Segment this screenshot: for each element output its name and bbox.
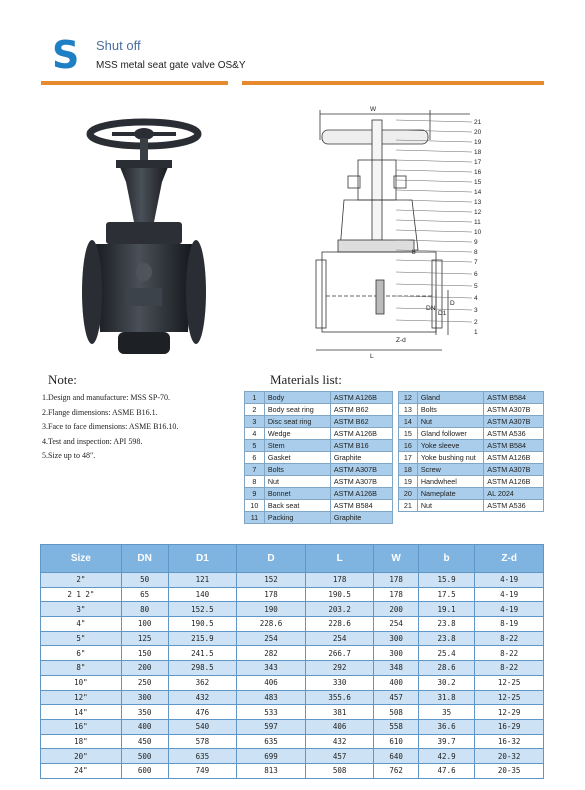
table-cell: 18"	[41, 734, 122, 749]
table-cell: 3"	[41, 602, 122, 617]
table-cell: 203.2	[305, 602, 374, 617]
material-no: 20	[399, 488, 418, 500]
material-part: Back seat	[264, 500, 330, 512]
table-cell: 432	[168, 690, 237, 705]
part-callout: 8	[474, 249, 478, 256]
table-cell: 200	[121, 661, 168, 676]
table-cell: 292	[305, 661, 374, 676]
table-cell: 16-32	[475, 734, 544, 749]
table-cell: 2"	[41, 573, 122, 588]
part-callout: 6	[474, 271, 478, 278]
table-cell: 152	[237, 573, 306, 588]
table-cell: 350	[121, 705, 168, 720]
column-header: b	[418, 545, 475, 573]
part-callout: 7	[474, 259, 478, 266]
material-part: Yoke bushing nut	[417, 452, 483, 464]
dimensions-table-header	[41, 545, 544, 573]
table-cell: 298.5	[168, 661, 237, 676]
table-row	[41, 661, 544, 676]
note-item: 5.Size up to 48".	[42, 451, 96, 461]
material-no: 8	[245, 476, 265, 488]
table-cell: 8-22	[475, 646, 544, 661]
table-cell: 20"	[41, 749, 122, 764]
table-cell: 406	[305, 719, 374, 734]
dim-label-w: W	[370, 106, 377, 113]
table-cell: 30.2	[418, 675, 475, 690]
table-cell: 215.9	[168, 631, 237, 646]
accent-bar-left	[41, 81, 228, 85]
table-cell: 813	[237, 763, 306, 778]
part-callout: 11	[474, 219, 481, 226]
material-row	[245, 476, 393, 488]
material-row	[399, 476, 544, 488]
table-cell: 578	[168, 734, 237, 749]
part-callout: 2	[474, 319, 478, 326]
table-cell: 12"	[41, 690, 122, 705]
table-cell: 362	[168, 675, 237, 690]
table-cell: 15.9	[418, 573, 475, 588]
column-header: Size	[41, 545, 122, 573]
table-cell: 266.7	[305, 646, 374, 661]
part-callout: 4	[474, 295, 478, 302]
table-cell: 476	[168, 705, 237, 720]
table-cell: 228.6	[237, 617, 306, 632]
table-cell: 80	[121, 602, 168, 617]
material-row	[399, 488, 544, 500]
material-spec: ASTM A126B	[330, 428, 392, 440]
material-part: Stem	[264, 440, 330, 452]
material-no: 5	[245, 440, 265, 452]
table-cell: 508	[305, 763, 374, 778]
material-spec: Graphite	[330, 512, 392, 524]
material-spec: ASTM A536	[484, 428, 544, 440]
part-callout: 14	[474, 189, 482, 196]
table-cell: 24"	[41, 763, 122, 778]
valve-drawing	[300, 100, 490, 362]
table-row	[41, 675, 544, 690]
part-callout: 17	[474, 159, 482, 166]
table-cell: 348	[374, 661, 418, 676]
dim-label-zd: Z-d	[396, 337, 406, 344]
dim-label-dn: DN	[426, 305, 436, 312]
table-cell: 500	[121, 749, 168, 764]
table-cell: 406	[237, 675, 306, 690]
table-cell: 508	[374, 705, 418, 720]
table-row	[41, 631, 544, 646]
material-row	[399, 428, 544, 440]
part-callout: 3	[474, 307, 478, 314]
column-header: D	[237, 545, 306, 573]
table-cell: 12-29	[475, 705, 544, 720]
material-no: 10	[245, 500, 265, 512]
table-cell: 749	[168, 763, 237, 778]
material-row	[399, 464, 544, 476]
material-part: Nut	[417, 416, 483, 428]
table-cell: 254	[237, 631, 306, 646]
table-cell: 228.6	[305, 617, 374, 632]
column-header: DN	[121, 545, 168, 573]
table-cell: 457	[374, 690, 418, 705]
table-cell: 12-25	[475, 690, 544, 705]
table-cell: 4-19	[475, 602, 544, 617]
table-cell: 20-32	[475, 749, 544, 764]
material-spec: ASTM A126B	[484, 476, 544, 488]
material-row	[245, 452, 393, 464]
table-cell: 140	[168, 587, 237, 602]
table-cell: 762	[374, 763, 418, 778]
table-cell: 8"	[41, 661, 122, 676]
material-part: Screw	[417, 464, 483, 476]
material-part: Gland follower	[417, 428, 483, 440]
table-row	[41, 646, 544, 661]
table-cell: 178	[374, 573, 418, 588]
material-no: 7	[245, 464, 265, 476]
material-no: 17	[399, 452, 418, 464]
table-cell: 190	[237, 602, 306, 617]
table-cell: 699	[237, 749, 306, 764]
materials-table-right	[398, 391, 544, 512]
table-cell: 178	[374, 587, 418, 602]
part-callout: 10	[474, 229, 482, 236]
material-row	[245, 392, 393, 404]
table-cell: 610	[374, 734, 418, 749]
table-cell: 47.6	[418, 763, 475, 778]
material-row	[245, 464, 393, 476]
material-spec: ASTM B584	[484, 392, 544, 404]
material-row	[399, 452, 544, 464]
table-cell: 28.6	[418, 661, 475, 676]
dim-label-d1: D1	[438, 310, 447, 317]
table-row	[41, 719, 544, 734]
table-cell: 16"	[41, 719, 122, 734]
material-no: 6	[245, 452, 265, 464]
table-cell: 35	[418, 705, 475, 720]
material-row	[399, 416, 544, 428]
material-no: 2	[245, 404, 265, 416]
material-row	[245, 500, 393, 512]
table-row	[41, 734, 544, 749]
materials-title: Materials list:	[270, 372, 342, 387]
part-callout: 20	[474, 129, 482, 136]
table-cell: 640	[374, 749, 418, 764]
table-cell: 190.5	[168, 617, 237, 632]
material-row	[245, 416, 393, 428]
table-cell: 635	[237, 734, 306, 749]
table-cell: 343	[237, 661, 306, 676]
table-row	[41, 573, 544, 588]
table-cell: 23.8	[418, 617, 475, 632]
valve-photo	[82, 112, 210, 362]
table-cell: 190.5	[305, 587, 374, 602]
material-part: Bonnet	[264, 488, 330, 500]
table-cell: 635	[168, 749, 237, 764]
table-cell: 150	[121, 646, 168, 661]
material-part: Body seat ring	[264, 404, 330, 416]
table-cell: 39.7	[418, 734, 475, 749]
part-callout: 21	[474, 119, 482, 126]
part-callout: 19	[474, 139, 482, 146]
table-row	[41, 749, 544, 764]
column-header: L	[305, 545, 374, 573]
table-cell: 121	[168, 573, 237, 588]
table-cell: 254	[305, 631, 374, 646]
table-cell: 25.4	[418, 646, 475, 661]
table-cell: 4-19	[475, 587, 544, 602]
material-no: 15	[399, 428, 418, 440]
table-row	[41, 602, 544, 617]
part-callout: 5	[474, 283, 478, 290]
material-row	[399, 440, 544, 452]
material-part: Bolts	[417, 404, 483, 416]
material-no: 3	[245, 416, 265, 428]
column-header: W	[374, 545, 418, 573]
material-spec: ASTM B62	[330, 416, 392, 428]
table-cell: 178	[237, 587, 306, 602]
table-cell: 540	[168, 719, 237, 734]
table-row	[41, 617, 544, 632]
table-row	[41, 705, 544, 720]
table-cell: 250	[121, 675, 168, 690]
material-part: Bolts	[264, 464, 330, 476]
material-spec: ASTM A307B	[484, 404, 544, 416]
material-part: Nameplate	[417, 488, 483, 500]
table-cell: 2 1 2"	[41, 587, 122, 602]
table-row	[41, 763, 544, 778]
material-no: 19	[399, 476, 418, 488]
part-callout: 15	[474, 179, 482, 186]
notes-list	[42, 391, 178, 464]
table-cell: 457	[305, 749, 374, 764]
material-row	[245, 512, 393, 524]
material-part: Gland	[417, 392, 483, 404]
material-part: Yoke sleeve	[417, 440, 483, 452]
note-item: 2.Flange dimensions: ASME B16.1.	[42, 407, 158, 417]
material-row	[245, 428, 393, 440]
part-callout: 9	[474, 239, 478, 246]
material-no: 12	[399, 392, 418, 404]
material-spec: ASTM A307B	[330, 464, 392, 476]
table-row	[41, 690, 544, 705]
material-spec: ASTM B16	[330, 440, 392, 452]
material-part: Nut	[264, 476, 330, 488]
table-cell: 10"	[41, 675, 122, 690]
table-cell: 36.6	[418, 719, 475, 734]
table-cell: 19.1	[418, 602, 475, 617]
table-cell: 65	[121, 587, 168, 602]
material-part: Disc seat ring	[264, 416, 330, 428]
note-item: 4.Test and inspection: API 598.	[42, 436, 143, 446]
dimensions-table	[40, 544, 544, 779]
material-no: 16	[399, 440, 418, 452]
table-cell: 282	[237, 646, 306, 661]
table-cell: 8-22	[475, 631, 544, 646]
table-cell: 200	[374, 602, 418, 617]
table-cell: 125	[121, 631, 168, 646]
material-no: 18	[399, 464, 418, 476]
material-row	[399, 392, 544, 404]
table-cell: 100	[121, 617, 168, 632]
material-row	[399, 404, 544, 416]
page-subtitle: MSS metal seat gate valve OS&Y	[96, 60, 246, 71]
table-cell: 178	[305, 573, 374, 588]
table-cell: 17.5	[418, 587, 475, 602]
table-cell: 330	[305, 675, 374, 690]
table-cell: 254	[374, 617, 418, 632]
material-spec: ASTM B584	[484, 440, 544, 452]
table-row	[41, 587, 544, 602]
material-spec: AL 2024	[484, 488, 544, 500]
dim-label-l: L	[370, 353, 374, 360]
table-cell: 12-25	[475, 675, 544, 690]
table-cell: 597	[237, 719, 306, 734]
material-no: 9	[245, 488, 265, 500]
material-row	[245, 440, 393, 452]
material-spec: ASTM A126B	[330, 392, 392, 404]
material-no: 11	[245, 512, 265, 524]
table-cell: 300	[374, 646, 418, 661]
table-cell: 558	[374, 719, 418, 734]
table-cell: 16-29	[475, 719, 544, 734]
material-no: 13	[399, 404, 418, 416]
note-item: 3.Face to face dimensions: ASME B16.10.	[42, 422, 179, 432]
material-part: Handwheel	[417, 476, 483, 488]
materials-table-left	[244, 391, 393, 524]
accent-bar-right	[242, 81, 544, 85]
table-cell: 5"	[41, 631, 122, 646]
notes-title: Note:	[48, 372, 77, 387]
table-cell: 400	[121, 719, 168, 734]
table-cell: 14"	[41, 705, 122, 720]
table-cell: 50	[121, 573, 168, 588]
table-cell: 4"	[41, 617, 122, 632]
table-cell: 450	[121, 734, 168, 749]
material-no: 4	[245, 428, 265, 440]
table-cell: 241.5	[168, 646, 237, 661]
material-part: Body	[264, 392, 330, 404]
dim-label-b: b	[412, 249, 416, 256]
table-cell: 355.6	[305, 690, 374, 705]
table-cell: 400	[374, 675, 418, 690]
part-callout: 13	[474, 199, 482, 206]
brand-logo: S	[52, 33, 80, 77]
material-part: Nut	[417, 500, 483, 512]
dim-label-d: D	[450, 300, 455, 307]
material-spec: ASTM A126B	[484, 452, 544, 464]
table-cell: 20-35	[475, 763, 544, 778]
table-cell: 381	[305, 705, 374, 720]
material-part: Gasket	[264, 452, 330, 464]
part-callout: 16	[474, 169, 482, 176]
part-callout: 18	[474, 149, 482, 156]
table-cell: 42.9	[418, 749, 475, 764]
material-no: 1	[245, 392, 265, 404]
table-cell: 432	[305, 734, 374, 749]
material-no: 14	[399, 416, 418, 428]
part-callout: 12	[474, 209, 482, 216]
table-cell: 300	[121, 690, 168, 705]
table-cell: 4-19	[475, 573, 544, 588]
material-spec: ASTM A307B	[484, 464, 544, 476]
material-no: 21	[399, 500, 418, 512]
table-cell: 31.8	[418, 690, 475, 705]
material-row	[399, 500, 544, 512]
table-cell: 600	[121, 763, 168, 778]
material-part: Packing	[264, 512, 330, 524]
column-header: D1	[168, 545, 237, 573]
material-spec: ASTM A307B	[330, 476, 392, 488]
material-row	[245, 488, 393, 500]
material-spec: Graphite	[330, 452, 392, 464]
table-cell: 483	[237, 690, 306, 705]
part-callout: 1	[474, 329, 478, 336]
material-spec: ASTM B584	[330, 500, 392, 512]
table-cell: 8-19	[475, 617, 544, 632]
table-cell: 300	[374, 631, 418, 646]
note-item: 1.Design and manufacture: MSS SP-70.	[42, 393, 170, 402]
table-cell: 23.8	[418, 631, 475, 646]
material-spec: ASTM A307B	[484, 416, 544, 428]
material-spec: ASTM A536	[484, 500, 544, 512]
material-part: Wedge	[264, 428, 330, 440]
table-cell: 6"	[41, 646, 122, 661]
material-spec: ASTM B62	[330, 404, 392, 416]
table-cell: 533	[237, 705, 306, 720]
table-cell: 152.5	[168, 602, 237, 617]
table-cell: 8-22	[475, 661, 544, 676]
material-spec: ASTM A126B	[330, 488, 392, 500]
material-row	[245, 404, 393, 416]
column-header: Z-d	[475, 545, 544, 573]
page-title: Shut off	[96, 38, 141, 53]
